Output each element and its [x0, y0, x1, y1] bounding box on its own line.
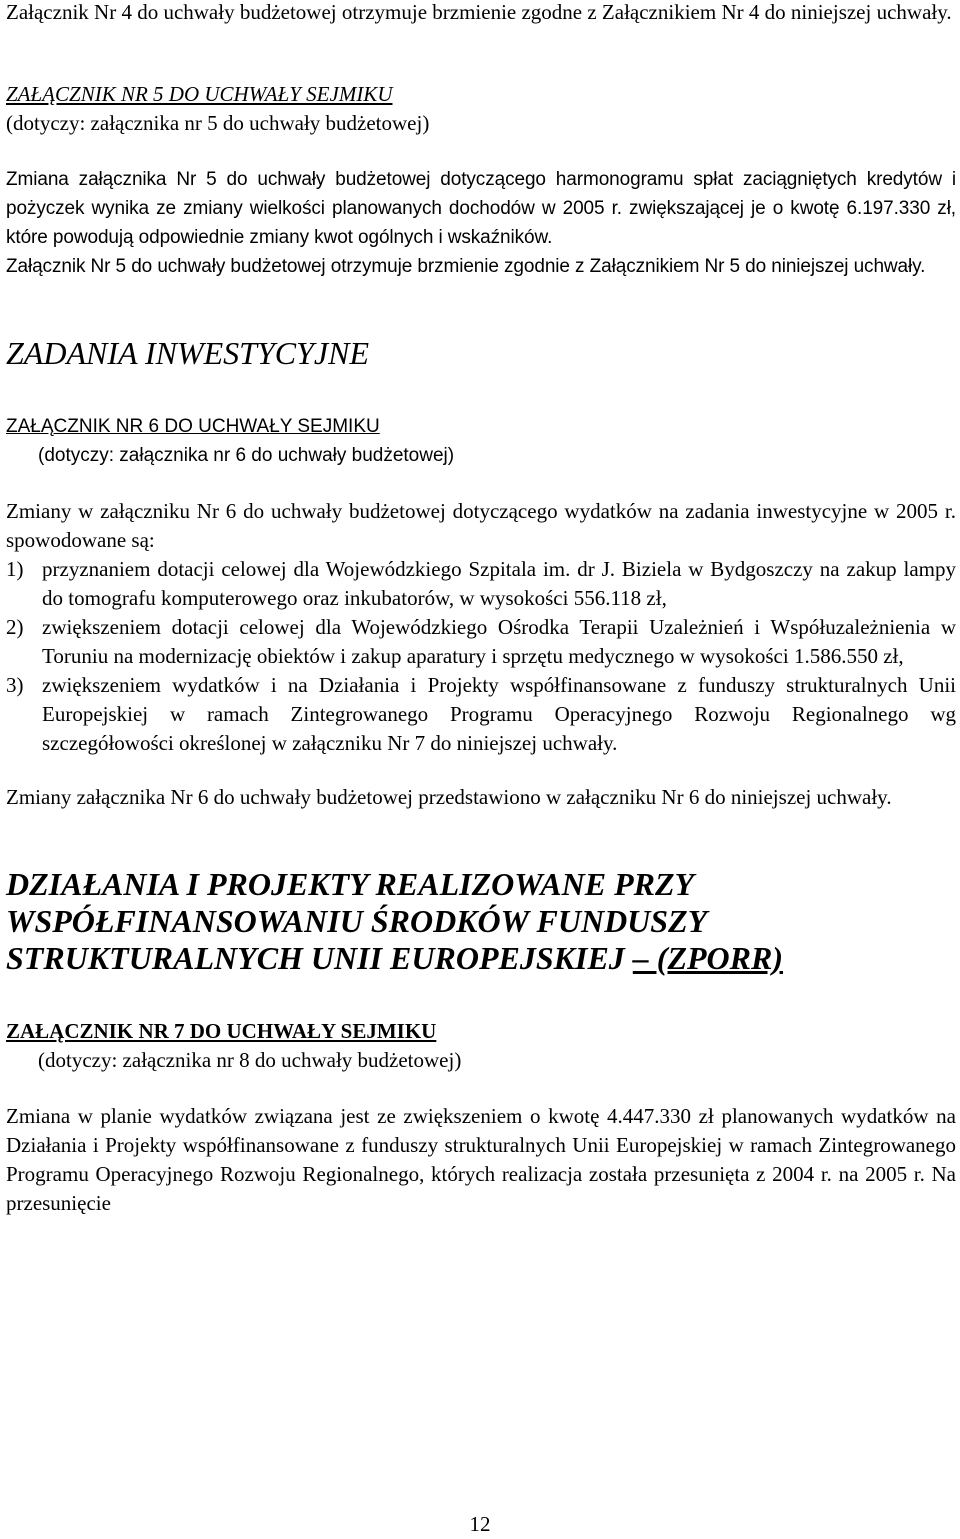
attachment-5-title: ZAŁĄCZNIK NR 5 DO UCHWAŁY SEJMIKU — [6, 82, 393, 106]
intro-paragraph: Załącznik Nr 4 do uchwały budżetowej otrzymuje brzmienie zgodne z Załącznikiem Nr 4 do niniejszej uchwały. — [6, 0, 952, 24]
list-item-text: zwiększeniem dotacji celowej dla Wojewódzkiego Ośrodka Terapii Uzależnień i Współuzależnienia w Toruniu na modernizację obiektów i zakup aparatury i sprzętu medycznego w wysokości 1.586.550 zł, — [42, 615, 956, 668]
attachment-5-closing: Załącznik Nr 5 do uchwały budżetowej otrzymuje brzmienie zgodnie z Załącznikiem Nr 5 do niniejszej uchwały. — [6, 256, 926, 277]
section-heading-line: WSPÓŁFINANSOWANIU ŚRODKÓW FUNDUSZY — [6, 903, 708, 939]
list-item-text: zwiększeniem wydatków i na Działania i Projekty współfinansowane z funduszy strukturalnych Unii Europejskiej w ramach Zintegrowanego Programu Operacyjnego Rozwoju Regionalnego wg szczegółowości określonej w załączniku Nr 7 do niniejszej uchwały. — [42, 673, 956, 755]
attachment-6-closing: Zmiany załącznika Nr 6 do uchwały budżetowej przedstawiono w załączniku Nr 6 do niniejszej uchwały. — [6, 785, 892, 809]
section-heading-investments: ZADANIA INWESTYCYJNE — [6, 335, 369, 371]
attachment-6-title: ZAŁĄCZNIK NR 6 DO UCHWAŁY SEJMIKU — [6, 416, 380, 437]
attachment-7-subtitle: (dotyczy: załącznika nr 8 do uchwały budżetowej) — [38, 1048, 462, 1072]
list-item-text: przyznaniem dotacji celowej dla Wojewódzkiego Szpitala im. dr J. Biziela w Bydgoszczy na zakup lampy do tomografu komputerowego oraz inkubatorów, w wysokości 556.118 zł, — [42, 557, 956, 610]
attachment-5-subtitle: (dotyczy: załącznika nr 5 do uchwały budżetowej) — [6, 111, 430, 135]
attachment-7-body: Zmiana w planie wydatków związana jest ze zwiększeniem o kwotę 4.447.330 zł planowanych wydatków na Działania i Projekty współfinansowane z funduszy strukturalnych Unii Europejskiej w ramach Zintegrowanego Programu Operacyjnego Rozwoju Regionalnego, których realizacja została przesunięta z 2004 r. na 2005 r. Na przesunięcie — [6, 1104, 956, 1215]
attachment-5-body: Zmiana załącznika Nr 5 do uchwały budżetowej dotyczącego harmonogramu spłat zaciągniętych kredytów i pożyczek wynika ze zmiany wielkości planowanych dochodów w 2005 r. zwiększającej je o kwotę 6.197.330 zł, które powodują odpowiednie zmiany kwot ogólnych i wskaźników. — [6, 169, 956, 248]
attachment-6-body: Zmiany w załączniku Nr 6 do uchwały budżetowej dotyczącego wydatków na zadania inwestycyjne w 2005 r. spowodowane są: — [6, 499, 956, 552]
list-item-number: 2) — [6, 615, 24, 639]
list-item-number: 1) — [6, 557, 24, 581]
list-item-number: 3) — [6, 673, 24, 697]
section-heading-line: STRUKTURALNYCH UNII EUROPEJSKIEJ – (ZPORR) — [6, 940, 783, 976]
list-item — [6, 671, 956, 758]
section-heading-eu-funds — [6, 866, 956, 977]
attachment-6-subtitle: (dotyczy: załącznika nr 6 do uchwały budżetowej) — [38, 445, 455, 466]
attachment-7-title: ZAŁĄCZNIK NR 7 DO UCHWAŁY SEJMIKU — [6, 1019, 437, 1043]
list-item — [6, 555, 956, 613]
list-item — [6, 613, 956, 671]
section-heading-line: DZIAŁANIA I PROJEKTY REALIZOWANE PRZY — [6, 866, 695, 902]
document-page — [6, 0, 956, 1218]
page-number: 12 — [469, 1512, 491, 1536]
attachment-6-list — [6, 555, 956, 758]
